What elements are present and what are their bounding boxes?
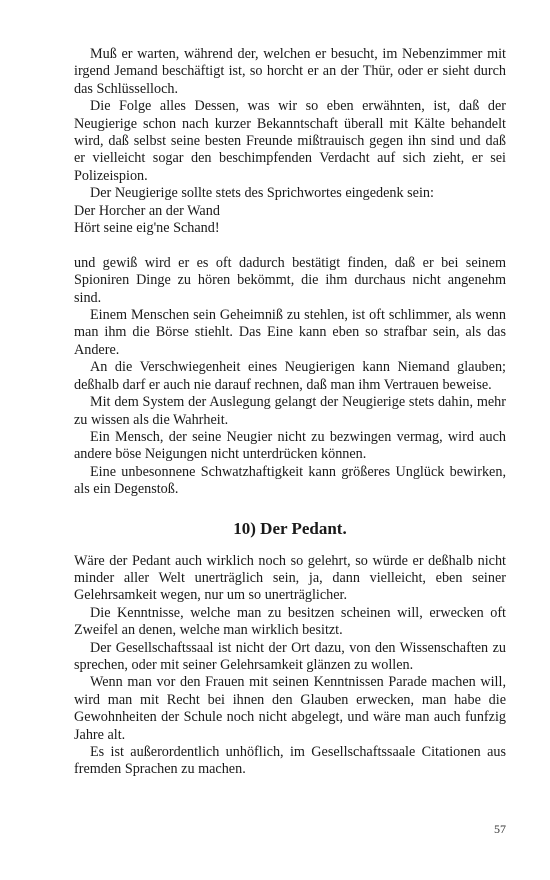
paragraph: Es ist außerordentlich unhöflich, im Gesellschaftssaale Citationen aus fremden Sprachen zu machen.	[74, 744, 506, 778]
paragraph: Der Neugierige sollte stets des Sprichwortes eingedenk sein:	[90, 185, 434, 202]
paragraph: Wäre der Pedant auch wirklich noch so gelehrt, so würde er deßhalb nicht minder aller Welt unerträglich sein, ja, dann vielleicht, eben seiner Gelehrsamkeit wegen, nur um so unerträglicher.	[74, 552, 506, 604]
paragraph: Einem Menschen sein Geheimniß zu stehlen, ist oft schlimmer, als wenn man ihm die Börse stiehlt. Das Eine kann eben so strafbar sein, als das Andere.	[74, 307, 506, 358]
proverb-line: Der Horcher an der Wand	[74, 202, 220, 219]
page-number: 57	[494, 822, 506, 836]
page-body	[74, 46, 506, 779]
paragraph: Die Kenntnisse, welche man zu besitzen scheinen will, erwecken oft Zweifel an denen, welche man wirklich besitzt.	[74, 604, 506, 639]
paragraph: und gewiß wird er es oft dadurch bestätigt finden, daß er bei seinem Spioniren Dinge zu hören bekömmt, die ihm durchaus nicht angenehm sind.	[74, 254, 506, 306]
paragraph: Wenn man vor den Frauen mit seinen Kenntnissen Parade machen will, wird man mit Recht bei ihnen den Glauben erwecken, man habe die Gewohnheiten der Schule noch nicht abgelegt, und wäre man auch funfzig Jahre alt.	[74, 674, 506, 743]
proverb-block	[74, 203, 506, 238]
paragraph: Die Folge alles Dessen, was wir so eben erwähnten, ist, daß der Neugierige schon nach kurzer Bekanntschaft überall mit Kälte behandelt wird, daß selbst seine besten Freunde mißtrauisch gegen ihn sind und daß er vielleicht sogar den beschimpfenden Verdacht auf sich zieht, er sei Polizeispion.	[74, 98, 506, 184]
paragraph: Ein Mensch, der seine Neugier nicht zu bezwingen vermag, wird auch andere böse Neigungen nicht unterdrücken können.	[74, 428, 506, 463]
paragraph: An die Verschwiegenheit eines Neugierigen kann Niemand glauben; deßhalb darf er auch nie darauf rechnen, daß man ihm Vertrauen beweise.	[74, 359, 506, 393]
paragraph: Der Gesellschaftssaal ist nicht der Ort dazu, von den Wissenschaften zu sprechen, oder mit seiner Gelehrsamkeit glänzen zu wollen.	[74, 639, 506, 673]
proverb-line: Hört seine eig'ne Schand!	[74, 220, 220, 237]
paragraph: Eine unbesonnene Schwatzhaftigkeit kann größeres Unglück bewirken, als ein Degenstoß.	[74, 463, 506, 498]
paragraph: Mit dem System der Auslegung gelangt der Neugierige stets dahin, mehr zu wissen als die Wahrheit.	[74, 394, 506, 428]
section-heading: 10) Der Pedant.	[233, 518, 347, 538]
paragraph: Muß er warten, während der, welchen er besucht, im Nebenzimmer mit irgend Jemand beschäftigt ist, so horcht er an der Thür, oder er sieht durch das Schlüsselloch.	[74, 46, 506, 97]
